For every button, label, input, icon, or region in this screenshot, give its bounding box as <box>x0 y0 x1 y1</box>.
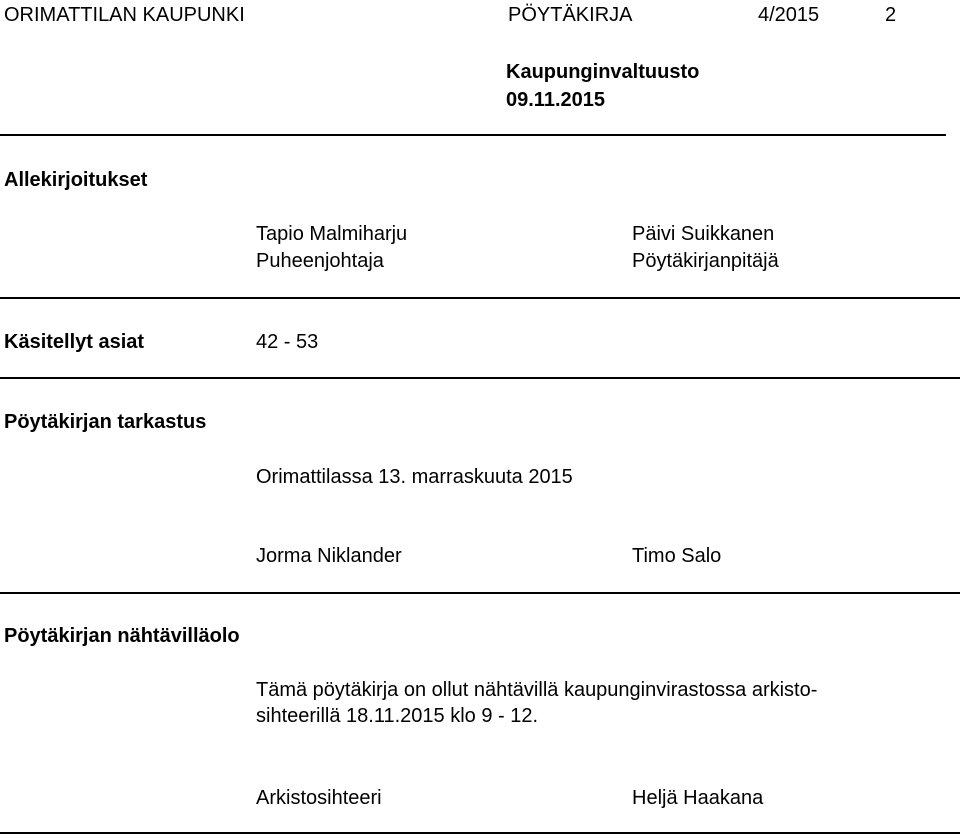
archivist-role: Arkistosihteeri <box>256 787 382 809</box>
availability-heading: Pöytäkirjan nähtävilläolo <box>4 625 240 647</box>
signatures-divider <box>0 297 960 299</box>
chair-name: Tapio Malmiharju <box>256 223 408 245</box>
review-divider <box>0 592 960 594</box>
document-type: PÖYTÄKIRJA <box>508 4 633 26</box>
document-number: 4/2015 <box>758 4 820 26</box>
items-range: 42 - 53 <box>256 331 319 353</box>
page-number: 2 <box>885 4 897 26</box>
footer-divider <box>0 832 960 834</box>
header-divider <box>0 134 946 136</box>
signatures-heading: Allekirjoitukset <box>4 169 148 191</box>
items-divider <box>0 377 960 379</box>
secretary-name: Päivi Suikkanen <box>632 223 775 245</box>
availability-text-line-1: Tämä pöytäkirja on ollut nähtävillä kaupunginvirastossa arkisto- <box>256 679 818 701</box>
municipality-name: ORIMATTILAN KAUPUNKI <box>4 4 245 26</box>
reviewer-1: Jorma Niklander <box>256 545 402 567</box>
items-heading: Käsitellyt asiat <box>4 331 145 353</box>
meeting-body: Kaupunginvaltuusto <box>506 61 700 83</box>
chair-role: Puheenjohtaja <box>256 250 384 272</box>
review-heading: Pöytäkirjan tarkastus <box>4 411 207 433</box>
availability-text-line-2: sihteerillä 18.11.2015 klo 9 - 12. <box>256 705 539 727</box>
secretary-role: Pöytäkirjanpitäjä <box>632 250 779 272</box>
meeting-date: 09.11.2015 <box>506 89 605 111</box>
reviewer-2: Timo Salo <box>632 545 722 567</box>
archivist-name: Heljä Haakana <box>632 787 764 809</box>
review-place-date: Orimattilassa 13. marraskuuta 2015 <box>256 466 573 488</box>
